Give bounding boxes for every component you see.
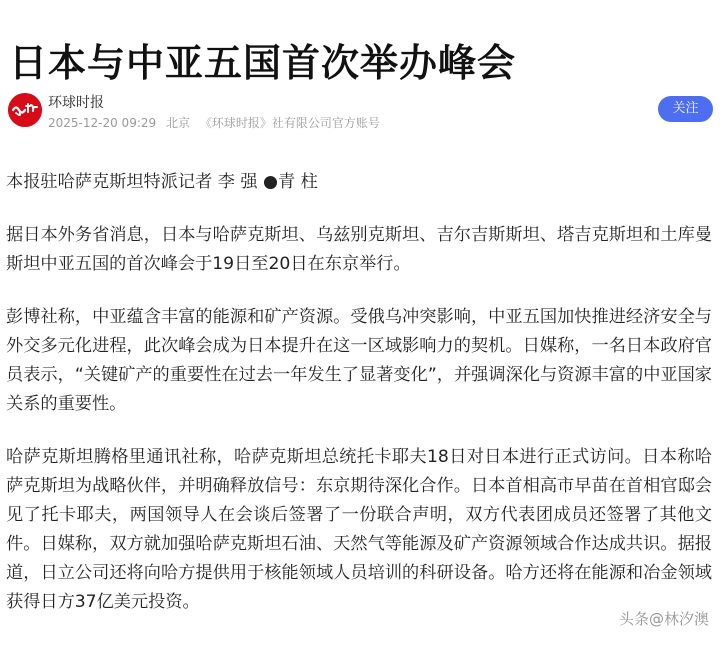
article-title: 日本与中亚五国首次举办峰会 [9, 41, 517, 86]
byline-paragraph: 本报驻哈萨克斯坦特派记者 李 强 ●青 柱 [6, 172, 318, 192]
huanqiu-shibao-logo-icon [8, 93, 42, 127]
publish-location: 北京 [165, 116, 190, 130]
source-organization: 《环球时报》社有限公司官方账号 [199, 116, 380, 130]
article-meta [48, 114, 386, 132]
body-paragraph: 彭博社称，中亚蕴含丰富的能源和矿产资源。受俄乌冲突影响，中亚五国加快推进经济安全与外交多元化进程，此次峰会成为日本提升在这一区域影响力的契机。日媒称，一名日本政府官员表示，“关键矿产的重要性在过去一年发生了显著变化”，并强调深化与资源丰富的中亚国家关系的重要性。 [6, 307, 712, 414]
body-paragraph: 哈萨克斯坦腾格里通讯社称，哈萨克斯坦总统托卡耶夫18日对日本进行正式访问。日本称哈萨克斯坦为战略伙伴，并明确释放信号：东京期待深化合作。日本首相高市早苗在首相官邸会见了托卡耶夫，两国领导人在会谈后签署了一份联合声明，双方代表团成员还签署了其他文件。日媒称，双方就加强哈萨克斯坦石油、天然气等能源及矿产资源领域合作达成共识。据报道，日立公司还将向哈方提供用于核能领域人员培训的科研设备。哈方还将在能源和冶金领域获得日方37亿美元投资。 [6, 447, 712, 612]
follow-button[interactable]: 关注 [658, 96, 713, 122]
article-body [6, 168, 712, 641]
publish-date: 2025-12-20 09:29 [48, 116, 157, 130]
author-row [8, 90, 713, 135]
watermark: 头条@林汐澳 [618, 610, 709, 628]
body-paragraph: 据日本外务省消息，日本与哈萨克斯坦、乌兹别克斯坦、吉尔吉斯斯坦、塔吉克斯坦和土库曼斯坦中亚五国的首次峰会于19日至20日在东京举行。 [6, 225, 712, 274]
source-name[interactable]: 环球时报 [48, 95, 104, 111]
source-avatar[interactable] [8, 93, 42, 127]
